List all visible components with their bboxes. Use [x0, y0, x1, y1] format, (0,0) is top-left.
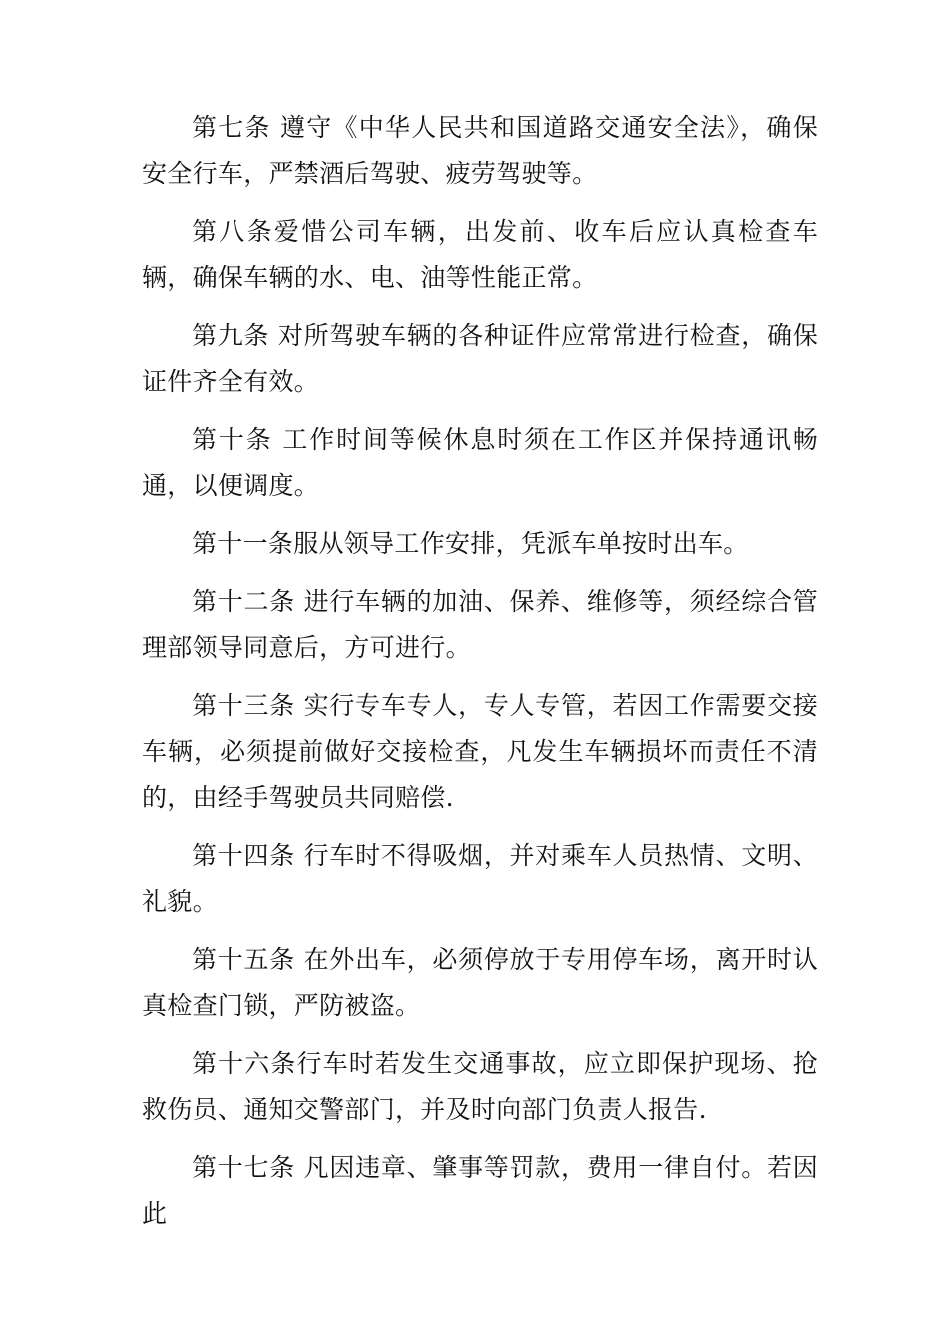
article-14-paragraph: 第十四条 行车时不得吸烟，并对乘车人员热情、文明、礼貌。 — [142, 841, 818, 916]
article-11-paragraph: 第十一条服从领导工作安排，凭派车单按时出车。 — [192, 529, 749, 558]
article-12-paragraph: 第十二条 进行车辆的加油、保养、维修等，须经综合管理部领导同意后，方可进行。 — [142, 587, 818, 662]
article-13-paragraph: 第十三条 实行专车专人，专人专管，若因工作需要交接车辆，必须提前做好交接检查，凡发生车辆损坏而责任不清的，由经手驾驶员共同赔偿. — [142, 691, 818, 812]
article-10-paragraph: 第十条 工作时间等候休息时须在工作区并保持通讯畅通，以便调度。 — [142, 425, 818, 500]
document-body — [142, 105, 818, 1237]
article-15-paragraph: 第十五条 在外出车，必须停放于专用停车场，离开时认真检查门锁，严防被盗。 — [142, 945, 818, 1020]
article-7-paragraph: 第七条 遵守《中华人民共和国道路交通安全法》，确保安全行车，严禁酒后驾驶、疲劳驾驶等。 — [142, 113, 818, 188]
article-8-paragraph: 第八条爱惜公司车辆，出发前、收车后应认真检查车辆，确保车辆的水、电、油等性能正常。 — [142, 217, 818, 292]
article-16-paragraph: 第十六条行车时若发生交通事故，应立即保护现场、抢救伤员、通知交警部门，并及时向部门负责人报告. — [142, 1049, 818, 1124]
article-9-paragraph: 第九条 对所驾驶车辆的各种证件应常常进行检查，确保证件齐全有效。 — [142, 321, 818, 396]
article-17-paragraph: 第十七条 凡因违章、肇事等罚款，费用一律自付。若因此 — [142, 1153, 818, 1228]
